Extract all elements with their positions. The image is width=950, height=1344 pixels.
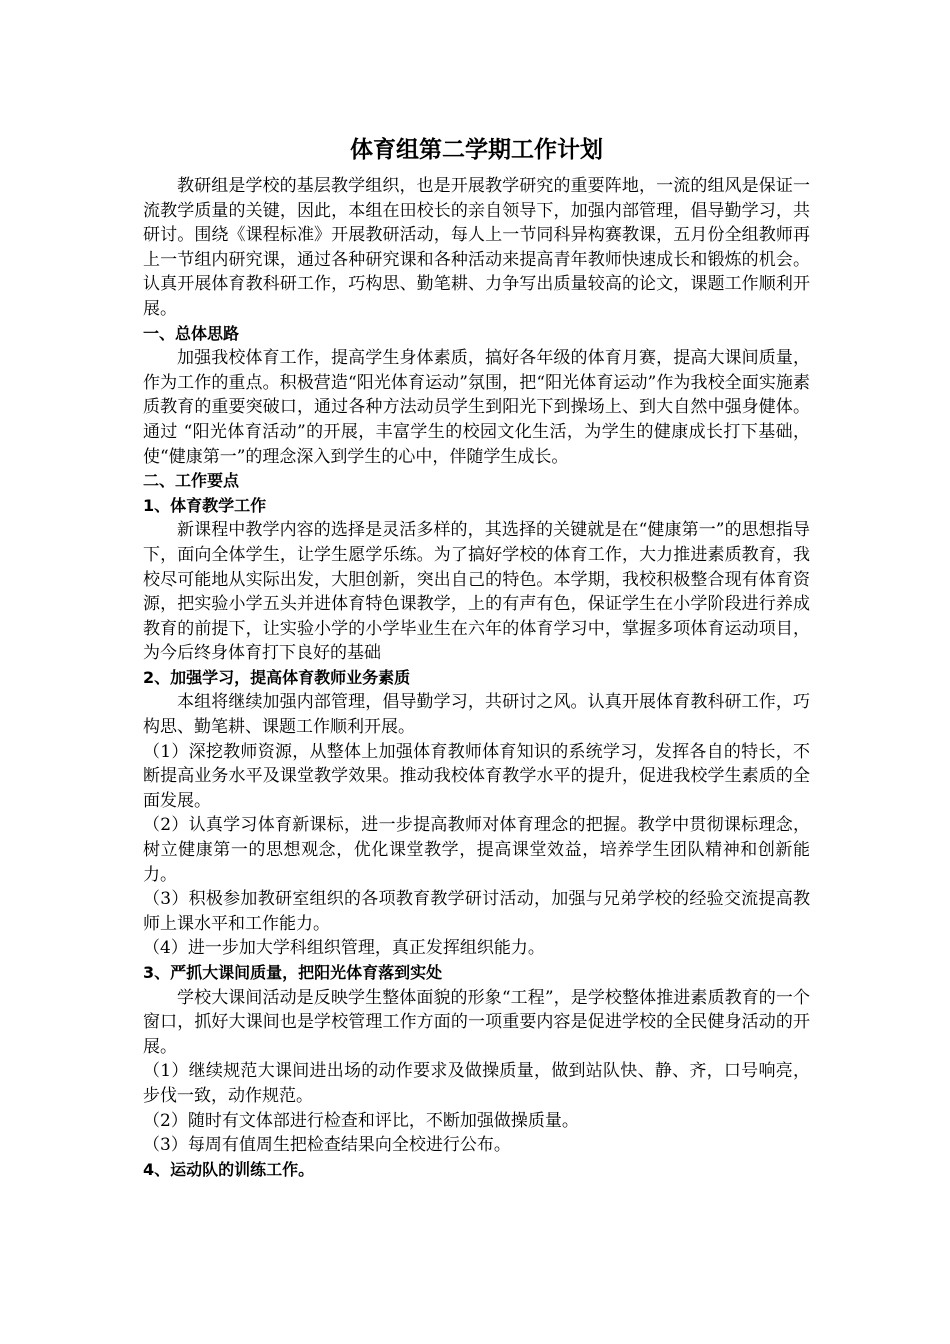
list-item: （1）深挖教师资源，从整体上加强体育教师体育知识的系统学习，发挥各自的特长，不断提高业务水平及课堂教学效果。推动我校体育教学水平的提升，促进我校学生素质的全面发展。 [143, 741, 810, 811]
list-item: （1）继续规范大课间进出场的动作要求及做操质量，做到站队快、静、齐，口号响亮，步伐一致，动作规范。 [143, 1061, 810, 1106]
section-heading-overall: 一、总体思路 [143, 323, 240, 343]
section-body-overall: 加强我校体育工作，提高学生身体素质，搞好各年级的体育月赛，提高大课间质量，作为工作的重点。积极营造“阳光体育运动”氛围，把“阳光体育运动”作为我校全面实施素质教育的重要突破口，通过各种方法动员学生到阳光下到操场上、到大自然中强身健体。通过 “阳光体育活动”的开展，丰富学生的校园文化生活，为学生的健康成长打下基础，使“健康第一”的理念深入到学生的心中，伴随学生成长。 [143, 348, 810, 467]
subsection-heading-teaching: 1、体育教学工作 [143, 495, 267, 515]
subsection-body-study: 本组将继续加强内部管理，倡导勤学习，共研讨之风。认真开展体育教科研工作，巧构思、勤笔耕、课题工作顺利开展。 [143, 692, 810, 738]
list-item: （3）每周有值周生把检查结果向全校进行公布。 [143, 1135, 511, 1156]
section-heading-key-points: 二、工作要点 [143, 471, 240, 491]
subsection-heading-recess: 3、严抓大课间质量，把阳光体育落到实处 [143, 963, 443, 982]
list-item: （2）随时有文体部进行检查和评比，不断加强做操质量。 [143, 1110, 579, 1131]
document-title: 体育组第二学期工作计划 [350, 137, 603, 163]
subsection-body-recess: 学校大课间活动是反映学生整体面貌的形象“工程”，是学校整体推进素质教育的一个窗口，抓好大课间也是学校管理工作方面的一项重要内容是促进学校的全民健身活动的开展。 [143, 987, 810, 1057]
list-item: （4）进一步加大学科组织管理，真正发挥组织能力。 [143, 938, 545, 959]
intro-paragraph: 教研组是学校的基层教学组织，也是开展教学研究的重要阵地，一流的组风是保证一流教学质量的关键，因此，本组在田校长的亲自领导下，加强内部管理，倡导勤学习，共研讨。围绕《课程标准》开展教研活动，每人上一节同科异构赛教课，五月份全组教师再上一节组内研究课，通过各种研究课和各种活动来提高青年教师快速成长和锻炼的机会。认真开展体育教科研工作，巧构思、勤笔耕、力争写出质量较高的论文，课题工作顺利开展。 [143, 176, 810, 319]
list-item: （2）认真学习体育新课标，进一步提高教师对体育理念的把握。教学中贯彻课标理念，树立健康第一的思想观念，优化课堂教学，提高课堂效益，培养学生团队精神和创新能力。 [143, 815, 810, 885]
subsection-body-teaching: 新课程中教学内容的选择是灵活多样的，其选择的关键就是在“健康第一”的思想指导下，面向全体学生，让学生愿学乐练。为了搞好学校的体育工作，大力推进素质教育，我校尽可能地从实际出发，大胆创新，突出自己的特色。本学期，我校积极整合现有体育资源，把实验小学五头并进体育特色课教学，上的有声有色，保证学生在小学阶段进行养成教育的前提下，让实验小学的小学毕业生在六年的体育学习中，掌握多项体育运动项目，为今后终身体育打下良好的基础 [143, 520, 810, 664]
subsection-heading-team-training: 4、运动队的训练工作。 [143, 1159, 315, 1179]
list-item: （3）积极参加教研室组织的各项教育教学研讨活动，加强与兄弟学校的经验交流提高教师上课水平和工作能力。 [143, 889, 810, 934]
subsection-heading-study: 2、加强学习，提高体育教师业务素质 [143, 667, 411, 687]
